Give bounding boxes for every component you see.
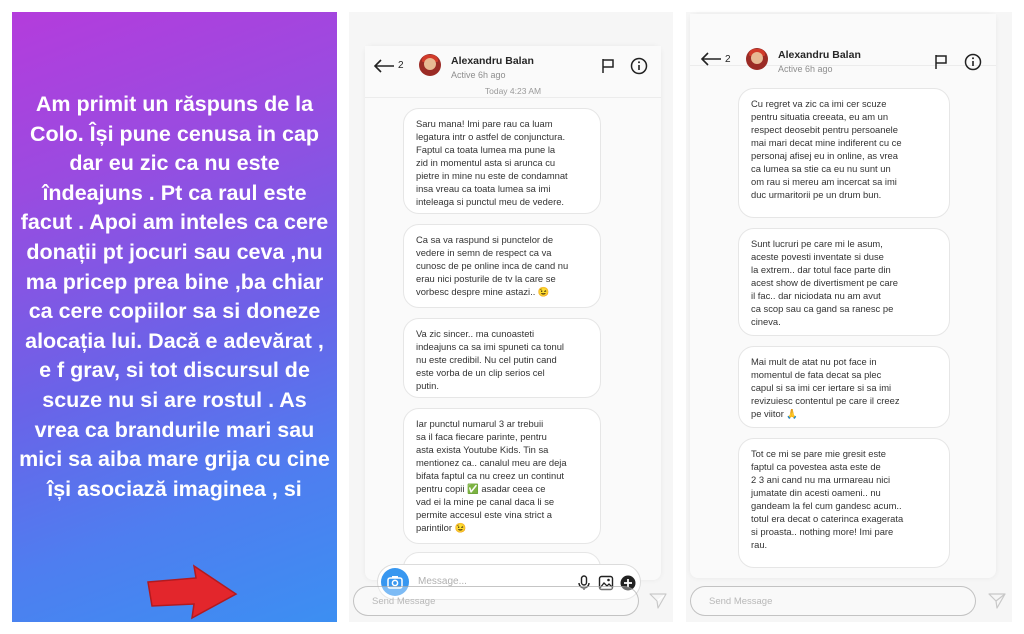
active-status: Active 6h ago [451, 70, 506, 80]
message-bubble: Sunt lucruri pe care mi le asum, aceste povesti inventate si duse la extrem.. dar totul face parte din acest show de divertisment pe care il fac.. dar niciodata nu am avut ca scop sau ca gand sa ranesc pe cineva. [738, 228, 950, 336]
message-bubble: Ca sa va raspund si punctelor de vedere in semn de respect ca va cunosc de pe online inca de cand nu erau nici posturile de tv la care se vorbesc despre mine astazi.. 😉 [403, 224, 601, 308]
send-message-input[interactable] [353, 586, 639, 616]
info-icon[interactable] [630, 57, 648, 75]
dm-header [690, 14, 996, 74]
flag-icon[interactable] [934, 54, 948, 70]
story-caption: Am primit un răspuns de la Colo. Își pune cenusa in cap dar eu zic ca nu este îndeajuns . Pt ca raul este facut . Apoi am inteles ca cere donații pt jocuri sau ceva ,nu ma pricep prea bine ,ba chiar ca cere copiilor sa si doneze alocația lui. Dacă e adevărat , e f grav, si tot discursul de scuze nu si are rostul . As vrea ca brandurile mari sau mici sa aiba mare grija cu cine își asociază imaginea , si [19, 92, 330, 501]
dm-conversation-card [690, 14, 996, 578]
dm-screenshot-story-1 [349, 12, 673, 622]
red-arrow-icon [144, 564, 240, 620]
unread-count: 2 [725, 54, 731, 65]
message-input[interactable]: Message... [418, 576, 467, 587]
username[interactable]: Alexandru Balan [778, 49, 861, 61]
flag-icon[interactable] [601, 58, 615, 74]
story-reply-bar [349, 578, 673, 622]
story-reply-bar [686, 578, 1012, 622]
unread-count: 2 [398, 60, 404, 71]
info-icon[interactable] [964, 53, 982, 71]
dm-conversation-card [365, 46, 661, 587]
back-arrow-icon[interactable] [373, 59, 395, 73]
send-message-placeholder: Send Message [709, 596, 773, 607]
message-bubble: Mai mult de atat nu pot face in momentul de fata decat sa plec capul si sa imi cer iertare si sa imi revizuiesc contentul pe care il creez pe viitor 🙏 [738, 346, 950, 428]
avatar[interactable] [746, 48, 768, 70]
message-bubble: Va zic sincer.. ma cunoasteti indeajuns ca sa imi spuneti ca tonul nu este credibil. Nu cel putin cand este vorba de un clip serios cel putin. [403, 318, 601, 398]
message-bubble: Tot ce mi se pare mie gresit este faptul ca povestea asta este de 2 3 ani cand nu ma urmareau nici jumatate din acesti oameni.. nu gandeam la fel cum gandesc acum.. totul era decat o caterinca exagerata si proasta.. nothing more! Imi pare rau. [738, 438, 950, 568]
send-message-input[interactable] [690, 586, 976, 616]
dm-screenshot-story-2 [686, 12, 1012, 622]
active-status: Active 6h ago [778, 64, 833, 74]
message-timestamp: Today 4:23 AM [484, 86, 542, 96]
message-bubble: Iar punctul numarul 3 ar trebuii sa il faca fiecare parinte, pentru asta exista Youtube Kids. Tin sa mentionez ca.. canalul meu are deja bifata faptul ca nu creez un continut pentru copii ✅ asadar ceea ce vad ei la mine pe canal daca li se permite accesul este vina strict a parintilor 😉 [403, 408, 601, 544]
send-message-placeholder: Send Message [372, 596, 436, 607]
send-arrow-icon[interactable] [649, 592, 667, 610]
avatar[interactable] [419, 54, 441, 76]
dm-header [365, 46, 661, 98]
send-arrow-icon[interactable] [988, 592, 1006, 610]
message-bubble: Saru mana! Imi pare rau ca luam legatura intr o astfel de conjunctura. Faptul ca toata lumea ma pune la zid in momentul asta si arunca cu pietre in mine nu este de condamnat insa vreau ca toata lumea sa imi inteleaga si punctul meu de vedere. [403, 108, 601, 214]
username[interactable]: Alexandru Balan [451, 55, 534, 67]
story-text-panel [12, 12, 337, 622]
back-arrow-icon[interactable] [700, 52, 722, 66]
message-bubble: Cu regret va zic ca imi cer scuze pentru situatia creeata, eu am un respect deosebit pentru persoanele mai mari decat mine indiferent cu ce personaj afisej eu in online, as vrea ca lumea sa stie ca eu nu sunt un om rau si mereu am incercat sa imi duc urmaritorii pe un drum bun. [738, 88, 950, 218]
